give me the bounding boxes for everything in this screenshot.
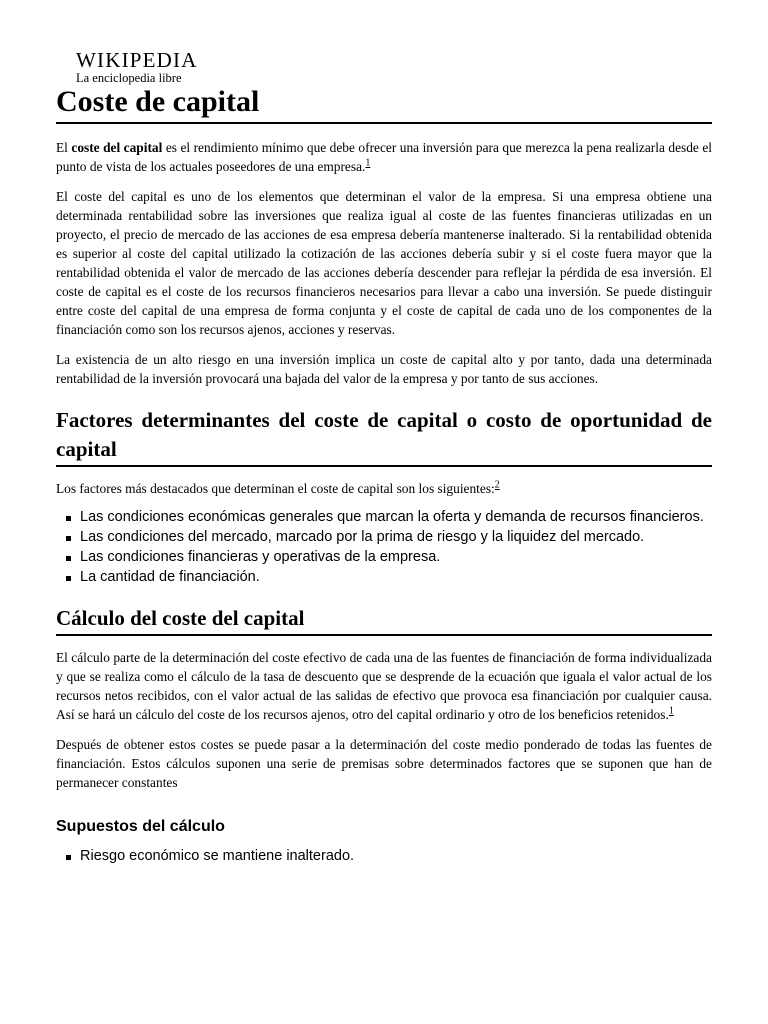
intro-bold-term: coste del capital <box>71 140 163 155</box>
factores-intro <box>56 479 712 498</box>
wikipedia-wordmark: WIKIPEDIA <box>76 48 198 72</box>
list-item <box>80 848 712 865</box>
supuestos-list <box>56 848 712 865</box>
bullet-icon <box>66 516 71 521</box>
list-item-text: Las condiciones financieras y operativas de la empresa. <box>80 549 441 565</box>
article-body <box>56 138 712 879</box>
section-heading-calculo: Cálculo del coste del capital <box>56 604 712 636</box>
calculo-paragraph-1 <box>56 648 712 724</box>
page-title: Coste de capital <box>56 82 712 124</box>
list-item-text: La cantidad de financiación. <box>80 569 260 585</box>
bullet-icon <box>66 556 71 561</box>
section-heading-factores: Factores determinantes del coste de capital o costo de oportunidad de capital <box>56 406 712 467</box>
bullet-icon <box>66 855 71 860</box>
list-item-text: Las condiciones del mercado, marcado por la prima de riesgo y la liquidez del mercado. <box>80 529 645 545</box>
factores-list <box>56 509 712 586</box>
reference-link-1b[interactable]: 1 <box>668 705 674 717</box>
list-item-text: Riesgo económico se mantiene inalterado. <box>80 848 355 864</box>
intro-rest: es el rendimiento mínimo que debe ofrecer una inversión para que merezca la pena realizarla desde el punto de vista de los actuales poseedores de una empresa. <box>56 140 713 174</box>
paragraph-3: La existencia de un alto riesgo en una inversión implica un coste de capital alto y por tanto, dada una determinada rentabilidad de la inversión provocará una bajada del valor de la empresa y por tanto de sus acciones. <box>56 352 712 386</box>
wikipedia-tagline: La enciclopedia libre <box>76 71 182 85</box>
factores-intro-text: Los factores más destacados que determinan el coste de capital son los siguientes: <box>56 481 495 496</box>
calculo-paragraph-2: Después de obtener estos costes se puede pasar a la determinación del coste medio ponderado de todas las fuentes de financiación. Estos cálculos suponen una serie de premisas sobre determinados factores que se suponen que han de permanecer constantes <box>56 737 712 790</box>
list-item <box>80 549 712 566</box>
list-item <box>80 569 712 586</box>
list-item <box>80 529 712 546</box>
reference-link-2[interactable]: 2 <box>494 479 500 491</box>
wikipedia-logo[interactable] <box>76 50 216 85</box>
bullet-icon <box>66 576 71 581</box>
subsection-heading-supuestos: Supuestos del cálculo <box>56 818 225 835</box>
intro-paragraph <box>56 138 712 176</box>
bullet-icon <box>66 536 71 541</box>
intro-prefix: El <box>56 140 72 155</box>
list-item <box>80 509 712 526</box>
paragraph-2: El coste del capital es uno de los elementos que determinan el valor de la empresa. Si una empresa obtiene una determinada rentabilidad sobre las inversiones que realiza igual al coste de las fuentes financieras utilizadas en un proyecto, el precio de mercado de las acciones de esa empresa debería mantenerse inalterado. Si la rentabilidad obtenida es superior al coste del capital utilizado la cotización de las acciones debería subir y si el coste fuera mayor que la rentabilidad obtenida el valor de mercado de las acciones debería descender para reflejar la pérdida de esa inversión. El coste de capital es el coste de los recursos financieros necesarios para llevar a cabo una inversión. Se puede distinguir entre coste del capital de una empresa de forma conjunta y el coste de capital de cada uno de los componentes de la financiación como son los recursos ajenos, acciones y reservas. <box>56 189 712 337</box>
reference-link-1[interactable]: 1 <box>365 157 371 169</box>
list-item-text: Las condiciones económicas generales que marcan la oferta y demanda de recursos financieros. <box>80 509 704 525</box>
calculo-p1-text: El cálculo parte de la determinación del coste efectivo de cada una de las fuentes de financiación de forma individualizada y que se realiza como el cálculo de la tasa de descuento que se desprende de la ecuación que iguala el valor actual de los recursos netos recibidos, con el valor actual de las salidas de efectivo que provoca esa financiación por cualquier causa. Así se hará un cálculo del coste de los recursos ajenos, otro del capital ordinario y otro de los beneficios retenidos. <box>56 650 712 722</box>
